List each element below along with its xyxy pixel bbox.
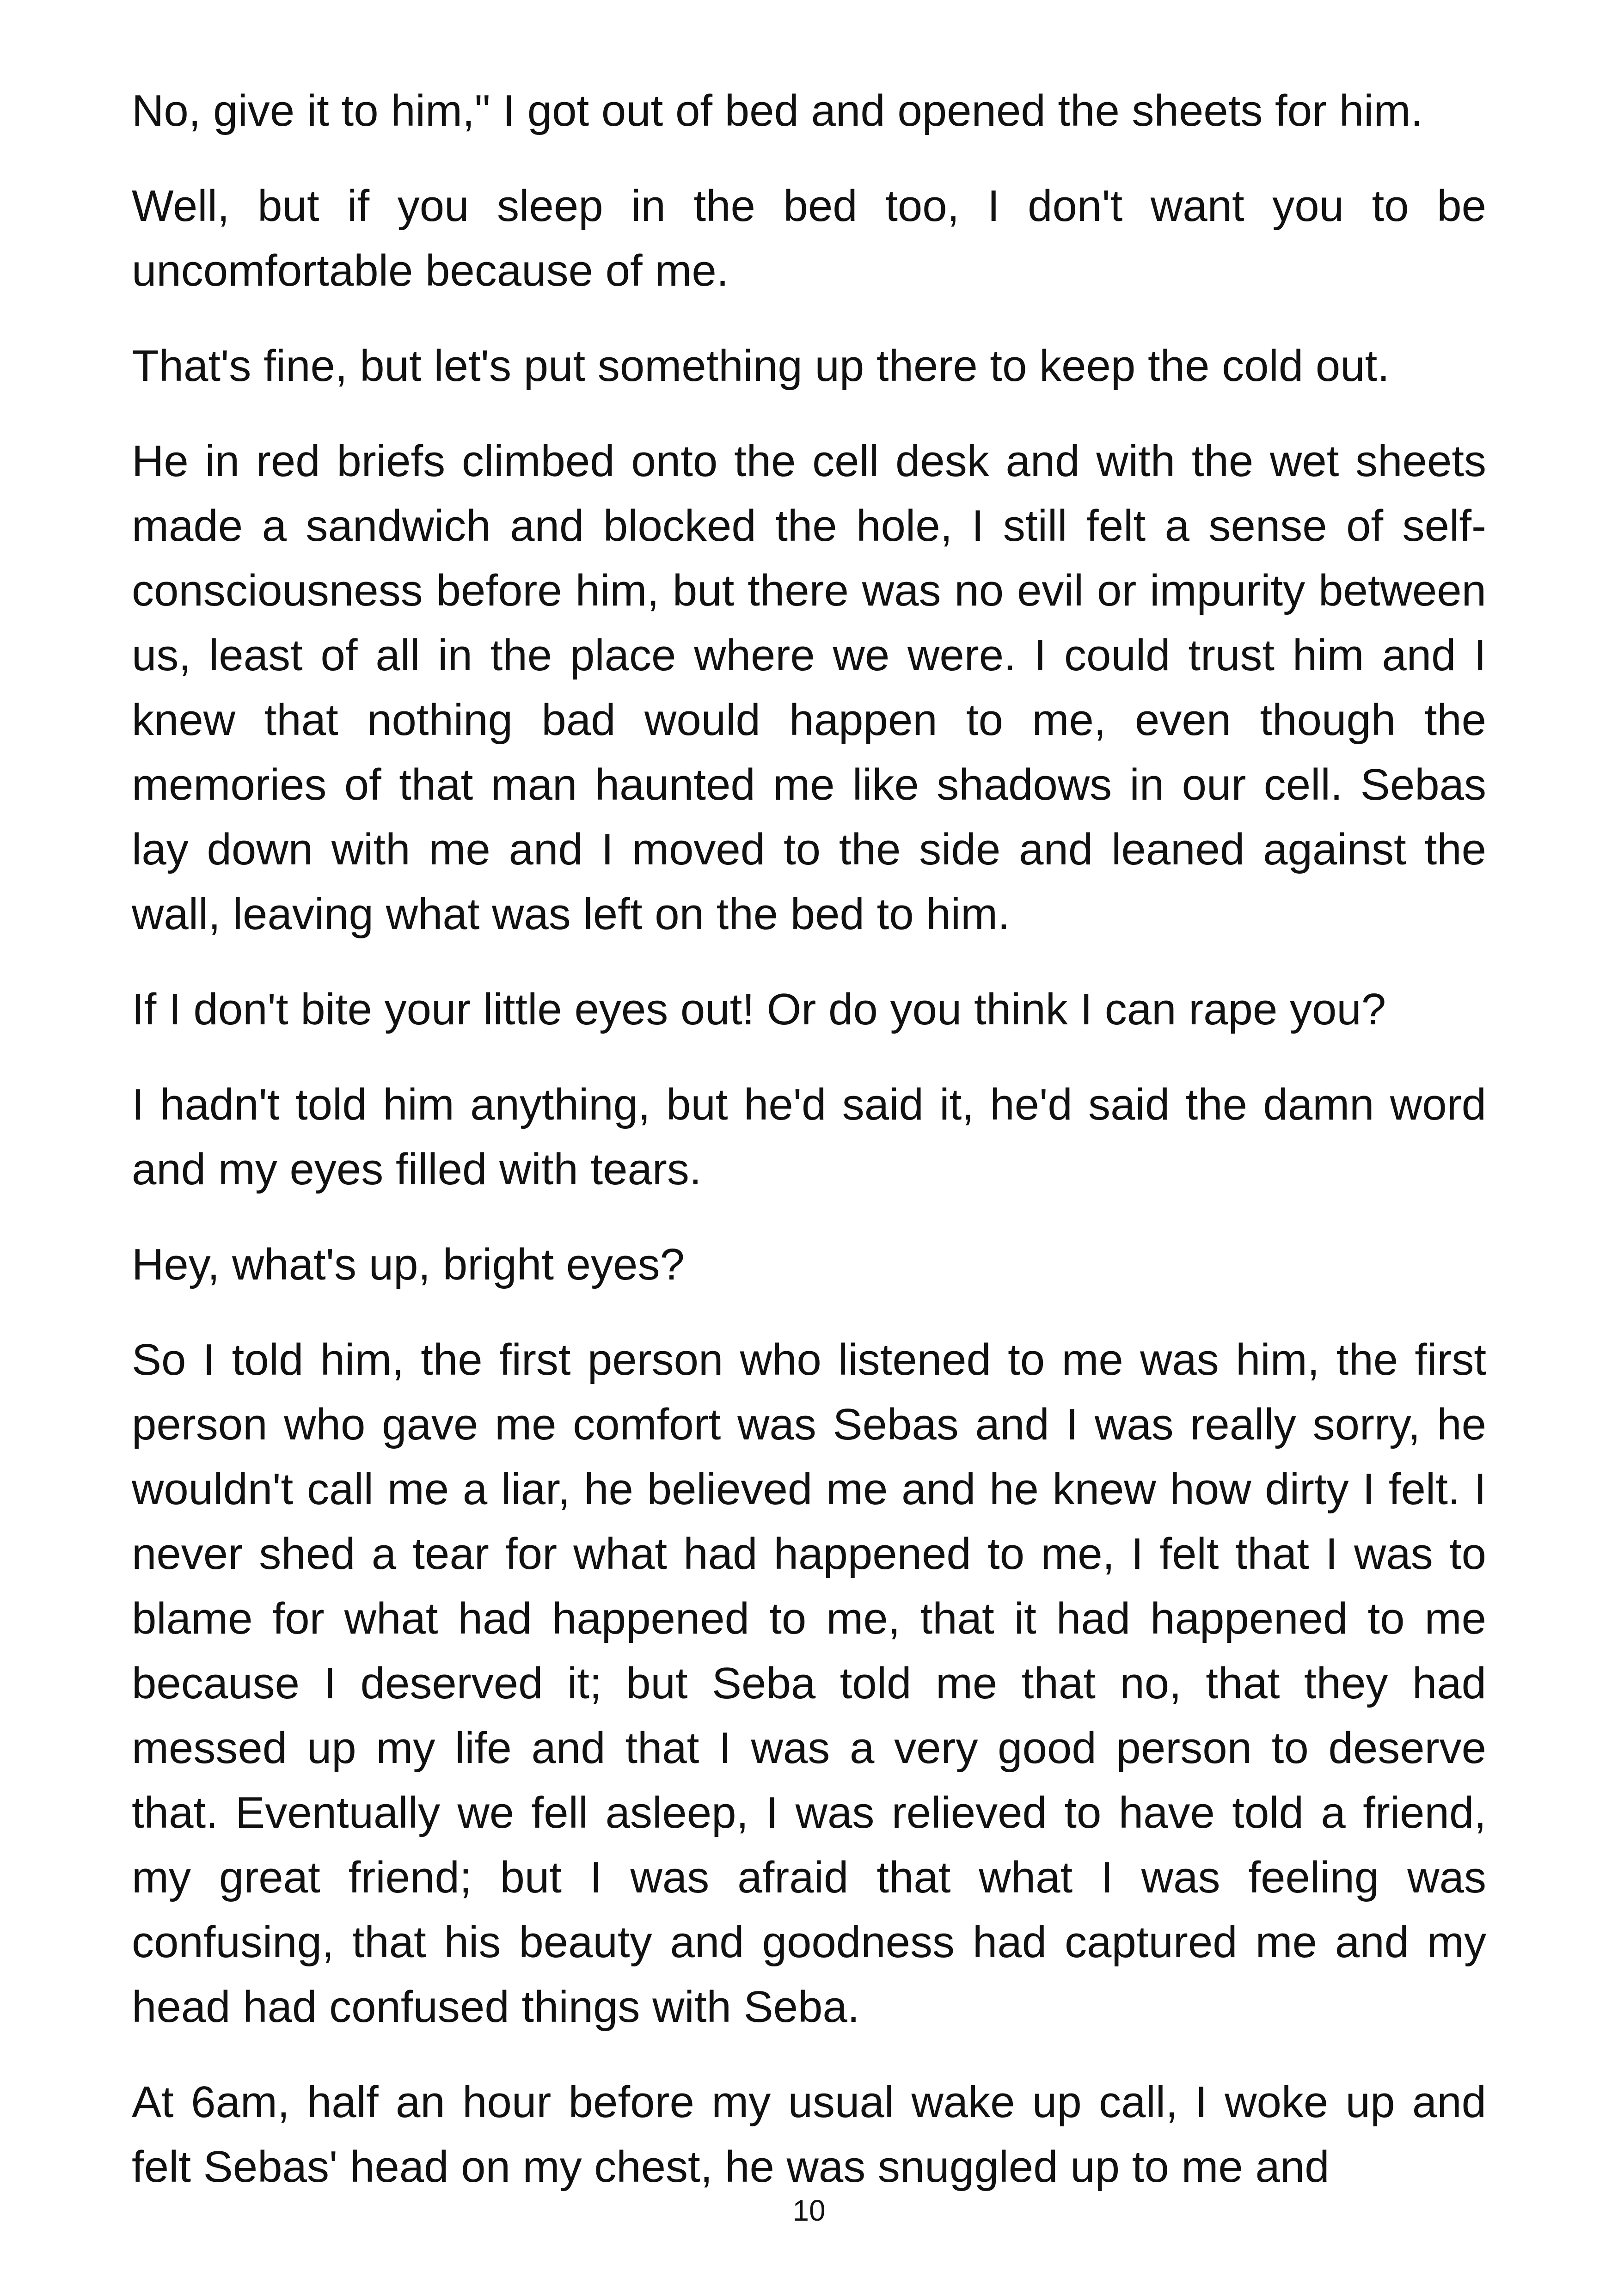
paragraph: If I don't bite your little eyes out! Or do you think I can rape you? (132, 985, 1386, 1034)
page-number: 10 (792, 2194, 826, 2227)
paragraph: At 6am, half an hour before my usual wake up call, I woke up and felt Sebas' head on my chest, he was snuggled up to me and (132, 2077, 1486, 2192)
paragraph: Hey, what's up, bright eyes? (132, 1240, 685, 1289)
paragraph: I hadn't told him anything, but he'd said it, he'd said the damn word and my eyes filled with tears. (132, 1080, 1486, 1194)
paragraph: He in red briefs climbed onto the cell desk and with the wet sheets made a sandwich and blocked the hole, I still felt a sense of self-consciousness before him, but there was no evil or impurity between us, least of all in the place where we were. I could trust him and I knew that nothing bad would happen to me, even though the memories of that man haunted me like shadows in our cell. Sebas lay down with me and I moved to the side and leaned against the wall, leaving what was left on the bed to him. (132, 436, 1486, 939)
paragraph: Well, but if you sleep in the bed too, I don't want you to be uncomfortable because of me. (132, 181, 1486, 295)
paragraph: No, give it to him," I got out of bed and opened the sheets for him. (132, 86, 1423, 135)
paragraph: So I told him, the first person who listened to me was him, the first person who gave me comfort was Sebas and I was really sorry, he wouldn't call me a liar, he believed me and he knew how dirty I felt. I never shed a tear for what had happened to me, I felt that I was to blame for what had happened to me, that it had happened to me because I deserved it; but Seba told me that no, that they had messed up my life and that I was a very good person to deserve that. Eventually we fell asleep, I was relieved to have told a friend, my great friend; but I was afraid that what I was feeling was confusing, that his beauty and goodness had captured me and my head had confused things with Seba. (132, 1335, 1486, 2032)
paragraph: That's fine, but let's put something up there to keep the cold out. (132, 341, 1390, 391)
body-text (132, 79, 1486, 2230)
